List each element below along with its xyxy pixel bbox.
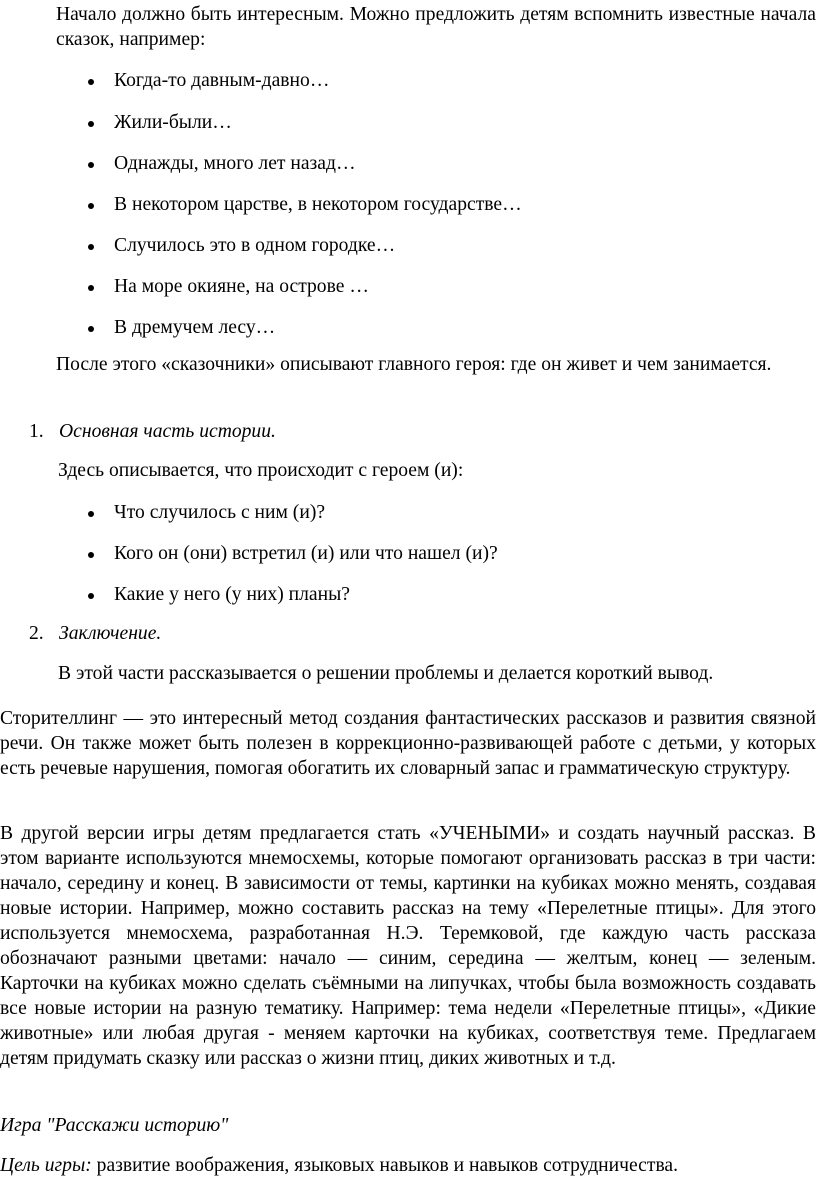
bullet-icon [88, 511, 94, 517]
section-1-heading: 1. Основная часть истории. [29, 421, 276, 442]
bullet-icon [88, 203, 94, 209]
bullet-icon [88, 162, 94, 168]
goal-label: Цель игры: [0, 1155, 92, 1176]
bullet-icon [88, 79, 94, 85]
bullet-icon [88, 121, 94, 127]
section-2-text: В этой части рассказывается о решении проблемы и делается короткий вывод. [58, 663, 714, 684]
hero-description-paragraph: После этого «сказочники» описывают главного героя: где он живет и чем занимается. [56, 354, 772, 375]
bullet-icon [88, 552, 94, 558]
bullet-icon [88, 593, 94, 599]
bullet-icon [88, 285, 94, 291]
document-page: Начало должно быть интересным. Можно предложить детям вспомнить известные начала сказок, например: Когда-то давным-давно… Жили-были… Однажды, много лет назад… В некотором царстве, в некотором государстве… Случилось это в одном городке… На море окияне, на острове … В дремучем лесу… После этого «сказочники» описывают главного героя: где он живет и чем занимается. 1. Основная часть истории. Здесь описывается, что происходит с героем (и): Что случилось с ним (и)? Кого он (они) встретил (и) или что нашел (и)? Какие у него (у них) планы? 2. Заключение. В этой части рассказывается о решении проблемы и делается короткий вывод. Сторителлинг — это интересный метод создания фантастических рассказов и развития связной речи. Он также может быть полезен в коррекционно-развивающей работе с детьми, у которых есть речевые нарушения, помогая обогатить их словарный запас и грамматическую структуру. В другой версии игры детям предлагается стать «УЧЕНЫМИ» и создать научный рассказ. В этом варианте используются мнемосхемы, которые помогают организовать рассказ в три части: начало, середину и конец. В зависимости от темы, картинки на кубиках можно менять, создавая новые истории. Например, можно составить рассказ на тему «Перелетные птицы». Для этого используется мнемосхема, разработанная Н.Э. Теремковой, где каждую часть рассказа обозначают разными цветами: начало — синим, середина — желтым, конец — зеленым. Карточки на кубиках можно сделать съёмными на липучках, чтобы была возможность создавать все новые истории на разную тематику. Например: тема недели «Перелетные птицы», «Дикие животные» или любая другая - меняем карточки на кубиках, соответствуя теме. Предлагаем детям придумать сказку или рассказ о жизни птиц, диких животных и т.д. Игра "Расскажи историю" Цель игры: развитие воображения, языковых навыков и навыков сотрудничества. [0, 4, 816, 1176]
goal-text: развитие воображения, языковых навыков и навыков сотрудничества. [91, 1155, 679, 1176]
game-title: Игра "Расскажи историю" [0, 1115, 229, 1136]
storytelling-paragraph: Сторителлинг — это интересный метод создания фантастических рассказов и развития связной речи. Он также может быть полезен в коррекционно-развивающей работе с детьми, у которых есть речевые нарушения, помогая обогатить их словарный запас и грамматическую структуру. [0, 708, 816, 779]
intro-paragraph: Начало должно быть интересным. Можно предложить детям вспомнить известные начала сказок, например: [56, 4, 816, 50]
section-2-heading: 2. Заключение. [29, 623, 162, 644]
scientists-paragraph: В другой версии игры детям предлагается стать «УЧЕНЫМИ» и создать научный рассказ. В этом варианте используются мнемосхемы, которые помогают организовать рассказ в три части: начало, середину и конец. В зависимости от темы, картинки на кубиках можно менять, создавая новые истории. Например, можно составить рассказ на тему «Перелетные птицы». Для этого используется мнемосхема, разработанная Н.Э. Теремковой, где каждую часть рассказа обозначают разными цветами: начало — синим, середина — желтым, конец — зеленым. Карточки на кубиках можно сделать съёмными на липучках, чтобы была возможность создавать все новые истории на разную тематику. Например: тема недели «Перелетные птицы», «Дикие животные» или любая другая - меняем карточки на кубиках, соответствуя теме. Предлагаем детям придумать сказку или рассказ о жизни птиц, диких животных и т.д. [0, 823, 816, 1069]
section-1-lead: Здесь описывается, что происходит с героем (и): [58, 460, 464, 481]
bullet-icon [88, 326, 94, 332]
game-goal [0, 1153, 678, 1178]
bullet-icon [88, 244, 94, 250]
